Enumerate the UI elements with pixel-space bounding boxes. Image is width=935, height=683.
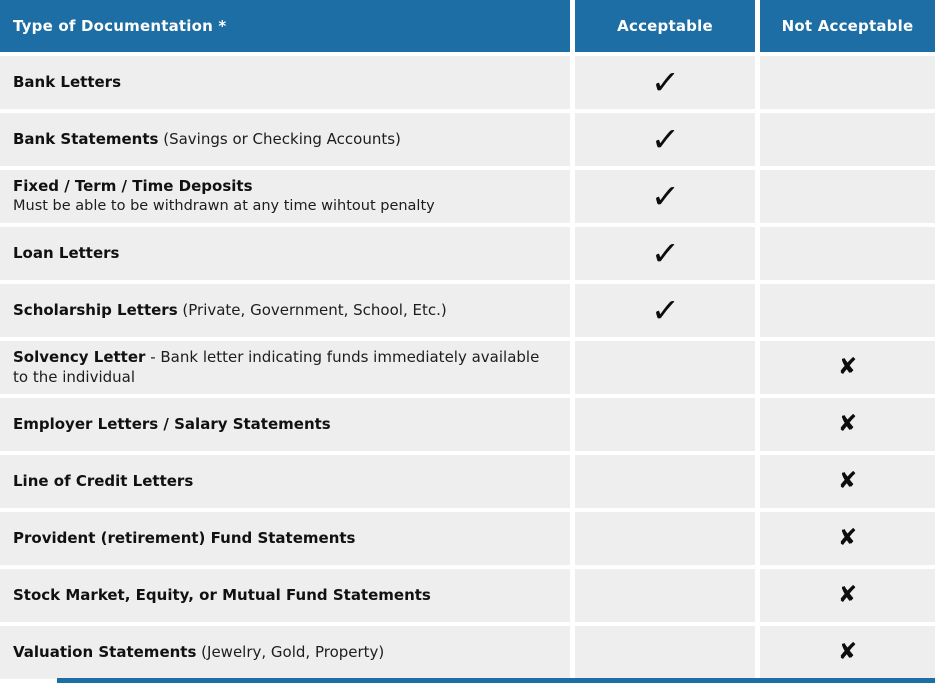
acceptable-cell [575, 56, 755, 109]
acceptable-cell [575, 227, 755, 280]
row-title: Employer Letters / Salary Statements [13, 414, 331, 433]
header-acceptable: Acceptable [575, 0, 755, 52]
documentation-cell [0, 113, 570, 166]
row-detail: - Bank letter indicating funds immediately available to the individual [13, 348, 540, 386]
acceptable-cell [575, 569, 755, 622]
cross-icon: ✘ [837, 582, 858, 608]
not-acceptable-cell [760, 341, 935, 394]
not-acceptable-cell [760, 284, 935, 337]
documentation-cell [0, 56, 570, 109]
check-icon: ✓ [649, 61, 681, 104]
not-acceptable-cell [760, 170, 935, 223]
check-icon: ✓ [649, 118, 681, 161]
acceptable-cell [575, 284, 755, 337]
row-title: Fixed / Term / Time Deposits [13, 177, 253, 196]
row-title: Solvency Letter [13, 348, 146, 366]
not-acceptable-cell [760, 56, 935, 109]
header-type-of-documentation: Type of Documentation * [0, 0, 570, 52]
documentation-cell [0, 341, 570, 394]
row-detail: (Savings or Checking Accounts) [158, 129, 401, 148]
documentation-cell [0, 455, 570, 508]
check-icon: ✓ [649, 232, 681, 275]
documentation-cell [0, 284, 570, 337]
row-title: Line of Credit Letters [13, 471, 194, 490]
acceptable-cell [575, 512, 755, 565]
acceptable-cell [575, 626, 755, 679]
not-acceptable-cell [760, 455, 935, 508]
cross-icon: ✘ [837, 525, 858, 551]
cross-icon: ✘ [837, 354, 858, 380]
acceptable-cell [575, 113, 755, 166]
not-acceptable-cell [760, 113, 935, 166]
documentation-cell [0, 626, 570, 679]
row-title: Bank Statements [13, 129, 159, 148]
bottom-accent-bar [57, 678, 935, 683]
documentation-cell [0, 398, 570, 451]
row-title: Valuation Statements [13, 642, 197, 661]
acceptable-cell [575, 398, 755, 451]
documentation-cell [0, 569, 570, 622]
row-subtext: Must be able to be withdrawn at any time wihtout penalty [13, 197, 435, 214]
cross-icon: ✘ [837, 468, 858, 494]
documentation-cell [0, 170, 570, 223]
acceptable-cell [575, 455, 755, 508]
documentation-cell [0, 512, 570, 565]
cross-icon: ✘ [837, 639, 858, 665]
row-title: Scholarship Letters [13, 300, 178, 319]
not-acceptable-cell [760, 512, 935, 565]
row-detail: (Jewelry, Gold, Property) [196, 642, 385, 661]
header-not-acceptable: Not Acceptable [760, 0, 935, 52]
row-title: Loan Letters [13, 243, 120, 262]
not-acceptable-cell [760, 569, 935, 622]
row-title: Bank Letters [13, 72, 122, 91]
acceptable-cell [575, 170, 755, 223]
not-acceptable-cell [760, 626, 935, 679]
cross-icon: ✘ [837, 411, 858, 437]
row-title: Provident (retirement) Fund Statements [13, 528, 356, 547]
acceptable-cell [575, 341, 755, 394]
not-acceptable-cell [760, 227, 935, 280]
documentation-cell [0, 227, 570, 280]
check-icon: ✓ [649, 175, 681, 218]
not-acceptable-cell [760, 398, 935, 451]
check-icon: ✓ [649, 289, 681, 332]
row-detail: (Private, Government, School, Etc.) [177, 300, 447, 319]
row-title: Stock Market, Equity, or Mutual Fund Statements [13, 585, 431, 604]
